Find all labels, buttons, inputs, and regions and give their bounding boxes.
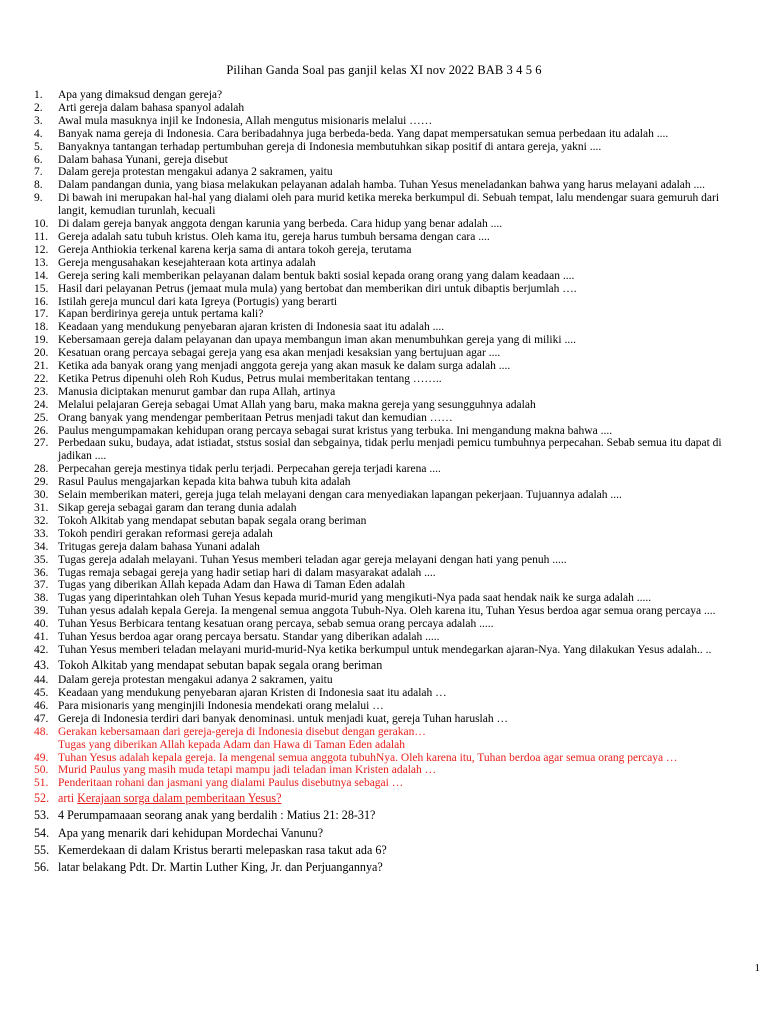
question-text: Melalui pelajaran Gereja sebagai Umat Allah yang baru, maka makna gereja yang sesungguhnya adalah <box>58 398 536 411</box>
question-item <box>34 334 746 347</box>
question-item <box>34 321 746 334</box>
question-text: Keadaan yang mendukung penyebaran ajaran kristen di Indonesia saat itu adalah .... <box>58 321 445 334</box>
question-text: Rasul Paulus mengajarkan kepada kita bahwa tubuh kita adalah <box>58 476 351 489</box>
question-item <box>34 631 746 644</box>
question-item <box>34 425 746 438</box>
question-number: 7. <box>34 166 43 179</box>
question-number: 36. <box>34 566 49 579</box>
question-text: Dalam bahasa Yunani, gereja disebut <box>58 153 228 166</box>
question-text: Di bawah ini merupakan hal-hal yang dialami oleh para murid ketika mereka berkumpul di. Sebuah tempat, lalu mendengar suara gemuruh dari langit, kemudian turunlah, kecuali <box>58 192 720 218</box>
question-text: Gereja adalah satu tubuh kristus. Oleh kama itu, gereja harus tumbuh bersama dengan cara .... <box>58 230 490 243</box>
question-item <box>34 373 746 386</box>
question-text: Keadaan yang mendukung penyebaran ajaran Kristen di Indonesia saat itu adalah … <box>58 686 447 699</box>
question-text: Penderitaan rohani dan jasmani yang dialami Paulus disebutnya sebagai … <box>58 777 404 790</box>
question-item <box>34 726 746 739</box>
question-number: 46. <box>34 699 49 712</box>
question-item <box>34 115 746 128</box>
question-number: 4. <box>34 127 43 140</box>
question-number: 44. <box>34 674 49 687</box>
question-text: Paulus mengumpamakan kehidupan orang percaya sebagai surat kristus yang terbuka. Ini mengandung makna bahwa .... <box>58 424 613 437</box>
question-text: Manusia diciptakan menurut gambar dan rupa Allah, artinya <box>58 385 336 398</box>
question-item <box>34 283 746 296</box>
question-item <box>34 270 746 283</box>
question-number: 2. <box>34 101 43 114</box>
question-number: 30. <box>34 489 49 502</box>
question-item <box>34 386 746 399</box>
question-item <box>34 674 746 687</box>
question-item <box>34 859 746 876</box>
question-item <box>34 764 746 777</box>
question-text: Sikap gereja sebagai garam dan terang dunia adalah <box>58 502 297 514</box>
question-number: 8. <box>34 179 43 192</box>
question-number: 15. <box>34 282 49 295</box>
question-text: Di dalam gereja banyak anggota dengan karunia yang berbeda. Cara hidup yang benar adalah .... <box>58 218 503 231</box>
question-number: 22. <box>34 372 49 385</box>
question-text: Ketika Petrus dipenuhi oleh Roh Kudus, Petrus mulai memberitakan tentang …….. <box>58 372 442 385</box>
question-number: 48. <box>34 725 49 738</box>
question-text: Gereja sering kali memberikan pelayanan dalam bentuk bakti sosial kepada orang orang yang dalam keadaan .... <box>58 269 575 282</box>
question-item <box>34 592 746 605</box>
question-number: 12. <box>34 243 49 256</box>
question-text: Ketika ada banyak orang yang menjadi anggota gereja yang akan masuk ke dalam surga adalah .... <box>58 360 511 373</box>
question-text: Tokoh Alkitab yang mendapat sebutan bapak segala orang beriman <box>58 657 383 672</box>
question-item <box>34 528 746 541</box>
question-text: Banyaknya tantangan terhadap pertumbuhan gereja di Indonesia membutuhkan sikap positif di antara gereja, yakni .... <box>58 140 602 153</box>
question-item <box>34 618 746 631</box>
question-number: 54. <box>34 825 50 840</box>
question-number: 34. <box>34 540 49 553</box>
question-number: 20. <box>34 347 49 360</box>
question-text: Arti gereja dalam bahasa spanyol adalah <box>58 101 245 114</box>
question-item <box>34 179 746 192</box>
question-text: Gereja mengusahakan kesejahteraan kota artinya adalah <box>58 256 316 269</box>
question-item <box>34 192 746 218</box>
question-item <box>34 296 746 309</box>
question-item <box>34 644 746 657</box>
question-number: 19. <box>34 334 49 347</box>
question-number: 29. <box>34 476 49 489</box>
question-text: Perbedaan suku, budaya, adat istiadat, ststus sosial dan sebgainya, tidak perlu menjadi pemicu tumbuhnya perpecahan. Sebab semua itu dapat di jadikan .... <box>58 437 722 463</box>
question-text: Awal mula masuknya injil ke Indonesia, Allah mengutus misionaris melalui …… <box>58 114 433 127</box>
question-text: Tuhan Yesus Berbicara tentang kesatuan orang percaya, sebab semua orang percaya adalah ..... <box>58 618 494 631</box>
question-number: 27. <box>34 437 49 450</box>
question-text: Tuhan Yesus adalah kepala gereja. Ia mengenal semua anggota tubuhNya. Oleh karena itu, Tuhan berdoa agar semua orang percaya … <box>58 751 678 764</box>
question-text: Dalam gereja protestan mengakui adanya 2 sakramen, yaitu <box>58 166 333 179</box>
question-number: 32. <box>34 514 49 527</box>
page-title: Pilihan Ganda Soal pas ganjil kelas XI nov 2022 BAB 3 4 5 6 <box>226 63 542 77</box>
question-number: 56. <box>34 860 50 875</box>
question-item <box>34 777 746 790</box>
question-text: Tugas yang diberikan Allah kepada Adam dan Hawa di Taman Eden adalah <box>58 579 405 592</box>
question-item <box>34 605 746 618</box>
question-number: 18. <box>34 321 49 334</box>
question-item <box>34 554 746 567</box>
question-number: 52. <box>34 791 50 806</box>
question-text: Tuhan yesus adalah kepala Gereja. Ia mengenal semua anggota Tubuh-Nya. Oleh karena itu, Tuhan Yesus berdoa agar semua orang percaya .... <box>58 605 716 618</box>
question-number: 16. <box>34 295 49 308</box>
page-number: 1 <box>754 962 760 974</box>
question-text: Tokoh pendiri gerakan reformasi gereja adalah <box>58 527 273 540</box>
question-number: 43. <box>34 657 50 672</box>
question-list <box>34 89 746 876</box>
question-number: 38. <box>34 592 49 605</box>
question-number: 53. <box>34 808 50 823</box>
question-item <box>34 128 746 141</box>
question-text: Dalam pandangan dunia, yang biasa melakukan pelayanan adalah hamba. Tuhan Yesus meneladankan bahwa yang harus melayani adalah .... <box>58 179 705 192</box>
question-text: Tuhan Yesus berdoa agar orang percaya bersatu. Standar yang diberikan adalah ..... <box>58 631 440 644</box>
question-item <box>34 154 746 167</box>
question-item <box>34 579 746 592</box>
question-item <box>34 231 746 244</box>
question-number: 50. <box>34 764 49 777</box>
question-item <box>34 102 746 115</box>
question-text: Tritugas gereja dalam bahasa Yunani adalah <box>58 540 260 553</box>
question-number: 3. <box>34 114 43 127</box>
question-item <box>34 752 746 765</box>
question-text: Kemerdekaan di dalam Kristus berarti melepaskan rasa takut ada 6? <box>58 842 387 857</box>
question-number: 23. <box>34 385 49 398</box>
question-text: Banyak nama gereja di Indonesia. Cara beribadahnya juga berbeda-beda. Yang dapat mempersatukan semua perbedaan itu adalah .... <box>58 127 669 140</box>
question-item <box>34 700 746 713</box>
question-number: 26. <box>34 424 49 437</box>
question-item <box>34 257 746 270</box>
question-text: latar belakang Pdt. Dr. Martin Luther King, Jr. dan Perjuangannya? <box>58 860 383 875</box>
question-number: 45. <box>34 686 49 699</box>
question-item <box>34 739 746 752</box>
question-number: 17. <box>34 308 49 321</box>
question-item <box>34 463 746 476</box>
question-item <box>34 218 746 231</box>
question-number: 33. <box>34 527 49 540</box>
question-number: 25. <box>34 411 49 424</box>
question-item <box>34 476 746 489</box>
question-number: 37. <box>34 579 49 592</box>
question-item <box>34 437 746 463</box>
question-item <box>34 502 746 515</box>
question-number: 21. <box>34 360 49 373</box>
question-item <box>34 347 746 360</box>
question-item <box>34 515 746 528</box>
question-number: 51. <box>34 777 49 790</box>
question-text: Tuhan Yesus memberi teladan melayani murid-murid-Nya ketika berkumpul untuk mendegarkan ajaran-Nya. Yang dilakukan Yesus adalah.. .. <box>58 643 712 656</box>
question-text: Gereja di Indonesia terdiri dari banyak denominasi. untuk menjadi kuat, gereja Tuhan haruslah … <box>58 712 508 725</box>
question-text: Tugas yang diberikan Allah kepada Adam dan Hawa di Taman Eden adalah <box>58 738 405 751</box>
question-text: Dalam gereja protestan mengakui adanya 2 sakramen, yaitu <box>58 674 333 687</box>
question-text: Kapan berdirinya gereja untuk pertama kali? <box>58 308 264 321</box>
question-item <box>34 166 746 179</box>
question-item <box>34 687 746 700</box>
question-item <box>34 567 746 580</box>
question-text: Apa yang menarik dari kehidupan Mordechai Vanunu? <box>58 825 324 840</box>
question-text: 4 Perumpamaaan seorang anak yang berdalih : Matius 21: 28-31? <box>58 808 376 823</box>
question-number: 49. <box>34 751 49 764</box>
question-number: 24. <box>34 398 49 411</box>
question-item <box>34 541 746 554</box>
question-number: 1. <box>34 89 43 101</box>
question-number: 41. <box>34 631 49 644</box>
question-item <box>34 399 746 412</box>
question-number: 28. <box>34 463 49 476</box>
question-text: Tokoh Alkitab yang mendapat sebutan bapak segala orang beriman <box>58 514 367 527</box>
question-number: 31. <box>34 502 49 514</box>
question-text-underlined: Kerajaan sorga dalam pemberitaan Yesus? <box>77 791 282 806</box>
question-number: 14. <box>34 269 49 282</box>
question-text: arti <box>58 791 78 806</box>
question-item <box>34 825 746 842</box>
question-item <box>34 807 746 824</box>
question-number: 35. <box>34 553 49 566</box>
question-text: Orang banyak yang mendengar pemberitaan Petrus menjadi takut dan kemudian …… <box>58 411 453 424</box>
question-text: Tugas gereja adalah melayani. Tuhan Yesus memberi teladan agar gereja melayani dengan hati yang penuh ..... <box>58 553 567 566</box>
question-number: 40. <box>34 618 49 631</box>
question-number: 13. <box>34 256 49 269</box>
question-item <box>34 412 746 425</box>
question-item <box>34 360 746 373</box>
question-text: Gereja Anthiokia terkenal karena kerja sama di antara tokoh gereja, terutama <box>58 243 412 256</box>
question-number: 47. <box>34 712 49 725</box>
question-number: 55. <box>34 842 50 857</box>
question-text: Perpecahan gereja mestinya tidak perlu terjadi. Perpecahan gereja terjadi karena .... <box>58 463 441 476</box>
question-item <box>34 657 746 674</box>
question-text: Murid Paulus yang masih muda tetapi mampu jadi teladan iman Kristen adalah … <box>58 764 437 777</box>
question-text: Kesatuan orang percaya sebagai gereja yang esa akan menjadi kesaksian yang bertujuan agar .... <box>58 347 501 360</box>
question-item <box>34 244 746 257</box>
question-item <box>34 489 746 502</box>
question-text: Apa yang dimaksud dengan gereja? <box>58 89 223 101</box>
question-text: Gerakan kebersamaan dari gereja-gereja di Indonesia disebut dengan gerakan… <box>58 725 426 738</box>
question-item <box>34 308 746 321</box>
question-item <box>34 790 746 807</box>
question-item <box>34 842 746 859</box>
question-item <box>34 713 746 726</box>
question-text: Tugas yang diperintahkan oleh Tuhan Yesus kepada murid-murid yang mengikuti-Nya pada saat hendak naik ke surga adalah ..... <box>58 592 652 605</box>
question-text: Selain memberikan materi, gereja juga telah melayani dengan cara menyediakan lapangan pekerjaan. Tujuannya adalah .... <box>58 489 622 502</box>
question-text: Kebersamaan gereja dalam pelayanan dan upaya membangun iman akan menumbuhkan gereja yang di miliki .... <box>58 334 576 347</box>
question-number: 9. <box>34 192 43 205</box>
question-text: Istilah gereja muncul dari kata Igreya (Portugis) yang berarti <box>58 295 338 308</box>
question-item <box>34 141 746 154</box>
question-number: 42. <box>34 643 49 656</box>
question-item <box>34 89 746 102</box>
question-number: 6. <box>34 153 43 166</box>
question-number: 11. <box>34 230 48 243</box>
question-number: 39. <box>34 605 49 618</box>
question-text: Tugas remaja sebagai gereja yang hadir setiap hari di dalam masyarakat adalah .... <box>58 566 436 579</box>
question-number: 5. <box>34 140 43 153</box>
question-text: Hasil dari pelayanan Petrus (jemaat mula mula) yang bertobat dan memberikan diri untuk dibaptis berjumlah …. <box>58 282 577 295</box>
question-text: Para misionaris yang menginjili Indonesia mendekati orang melalui … <box>58 699 384 712</box>
question-number: 10. <box>34 218 49 231</box>
